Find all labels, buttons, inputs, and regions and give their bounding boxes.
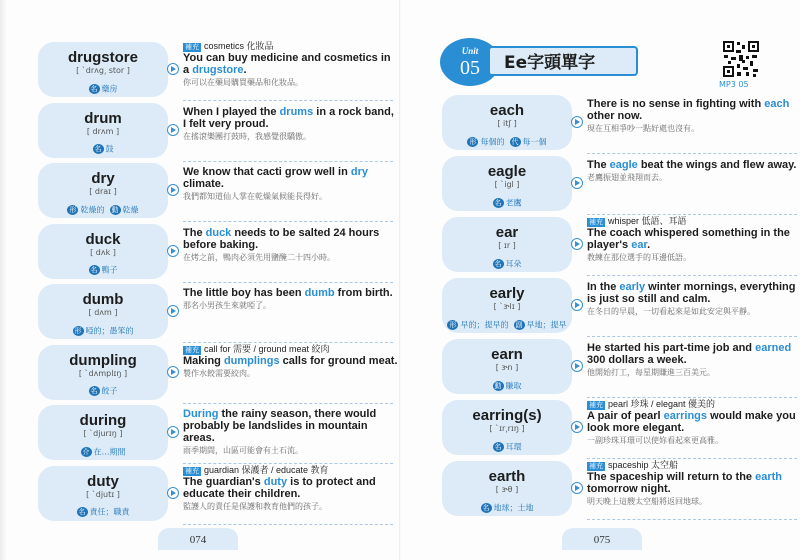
divider <box>183 403 393 404</box>
pos-meaning: 地球；土地 <box>493 503 534 512</box>
supplement-tag: 補充 <box>589 219 603 226</box>
pos-meaning: 餃子 <box>101 386 118 396</box>
part-of-speech <box>110 205 139 216</box>
play-arrow-icon[interactable] <box>571 177 583 189</box>
example-sentence <box>183 355 398 367</box>
part-of-speech-list <box>38 500 168 519</box>
phonetic: [ `ɪr͵rɪŋ ] <box>489 424 525 433</box>
sentence-part: calls for ground meat. <box>279 354 398 367</box>
part-of-speech-list <box>442 495 572 514</box>
example-sentence <box>183 106 398 130</box>
pos-tag: 名 <box>90 266 98 274</box>
phonetic: [ dʌm ] <box>88 308 118 317</box>
divider <box>587 519 797 520</box>
word-card <box>442 339 572 394</box>
supplement-tag: 補充 <box>185 44 199 51</box>
word-card <box>442 278 572 333</box>
audio-track-label: MP3 05 <box>719 80 749 89</box>
pos-meaning: 每一個 <box>522 137 547 146</box>
pos-tag: 形 <box>69 205 77 214</box>
sentence-part: needs to be salted 24 hours before baking. <box>183 226 380 251</box>
sentence-part: A pair of pearl <box>587 410 664 422</box>
phonetic: [ `drʌg͵ stor ] <box>76 66 130 75</box>
divider <box>183 161 393 162</box>
highlighted-word: each <box>764 98 790 110</box>
phonetic: [ `djurɪŋ ] <box>83 429 123 438</box>
part-of-speech-list <box>38 197 168 216</box>
sentence-translation: 在烤之前，鴨肉必須先用鹽醃二十四小時。 <box>183 252 335 262</box>
pos-meaning: 鼓 <box>105 144 114 154</box>
part-of-speech <box>67 205 104 216</box>
headword: duty <box>87 472 119 490</box>
divider <box>587 153 797 154</box>
part-of-speech <box>493 381 522 392</box>
example-block <box>183 106 398 142</box>
pos-meaning: 乾燥 <box>122 205 139 214</box>
word-card <box>442 461 572 516</box>
unit-title: Ee字頭單字 <box>488 46 638 76</box>
word-card <box>38 284 168 339</box>
highlighted-word: earned <box>755 342 792 354</box>
highlighted-word: dumb <box>304 287 335 299</box>
example-block <box>587 399 800 446</box>
part-of-speech <box>89 386 118 397</box>
sentence-part: When I played the <box>183 105 280 118</box>
phonetic: [ draɪ ] <box>89 187 117 196</box>
part-of-speech <box>514 320 567 331</box>
highlighted-word: duty <box>263 475 288 488</box>
supplement-text: call for 需要 / ground meat 絞肉 <box>204 343 330 354</box>
pos-meaning: 乾燥的 <box>80 205 105 214</box>
sentence-part: winter mornings, everything is just so still and calm. <box>587 281 796 305</box>
supplement-text: cosmetics 化妝品 <box>204 41 274 51</box>
supplement-tag: 補充 <box>185 467 199 475</box>
play-arrow-icon[interactable] <box>167 245 179 257</box>
pos-tag: 名 <box>94 145 102 153</box>
highlighted-word: drugstore <box>192 64 244 76</box>
phonetic: [ ɝn ] <box>495 363 519 372</box>
headword: drugstore <box>67 49 138 66</box>
sentence-part: He started his part-time job and <box>587 342 756 354</box>
pos-tag: 名 <box>494 442 502 451</box>
supplement-note <box>587 216 800 227</box>
sentence-translation: 那名小男孩生來就啞了。 <box>183 301 271 310</box>
part-of-speech <box>447 320 508 331</box>
pos-meaning: 賺取 <box>505 381 522 390</box>
pos-tag: 形 <box>449 320 457 329</box>
play-arrow-icon[interactable] <box>167 305 179 317</box>
headword: earring(s) <box>472 407 542 424</box>
sentence-part: We know that cacti grow well in <box>183 166 351 178</box>
word-card <box>38 466 168 521</box>
sentence-translation: 他開始打工，每星期賺進三百美元。 <box>587 368 715 377</box>
highlighted-word: earrings <box>663 410 708 422</box>
pos-tag: 形 <box>469 137 477 146</box>
highlighted-word: earth <box>755 471 782 483</box>
word-card <box>38 103 168 158</box>
play-arrow-icon[interactable] <box>167 63 179 75</box>
part-of-speech-list <box>38 137 168 156</box>
supplement-text: whisper 低語、耳語 <box>608 216 687 226</box>
sentence-translation: 你可以在藥局購買藥品和化妝品。 <box>183 78 303 87</box>
play-arrow-icon[interactable] <box>571 116 583 128</box>
example-sentence <box>183 287 398 299</box>
example-sentence <box>587 281 800 305</box>
pos-meaning: 藥房 <box>101 84 118 93</box>
word-card <box>38 345 168 400</box>
play-arrow-icon[interactable] <box>167 426 179 438</box>
example-block <box>183 41 398 88</box>
sentence-translation: 老鷹振翅並飛翔而去。 <box>587 173 667 182</box>
sentence-translation: 雨季期間，山區可能會有土石流。 <box>183 446 303 455</box>
example-sentence <box>183 408 398 444</box>
example-sentence <box>183 166 398 190</box>
part-of-speech <box>81 447 126 458</box>
part-of-speech-list <box>38 439 168 458</box>
sentence-translation: 我們都知道仙人掌在乾燥氣候能長得好。 <box>183 192 327 201</box>
pos-tag: 動 <box>111 205 119 214</box>
sentence-part: There is no sense in fighting with <box>587 98 765 110</box>
part-of-speech <box>493 198 522 209</box>
sentence-part: climate. <box>183 178 224 190</box>
pos-tag: 副 <box>515 320 523 329</box>
phonetic: [ `djutɪ ] <box>86 489 120 499</box>
example-block <box>587 281 800 317</box>
sentence-translation: 製作水餃需要絞肉。 <box>183 368 255 378</box>
divider <box>183 282 393 283</box>
sentence-part: The <box>587 159 610 171</box>
divider <box>587 275 797 276</box>
supplement-note <box>183 465 398 476</box>
play-arrow-icon[interactable] <box>571 299 583 311</box>
supplement-tag: 補充 <box>589 402 603 409</box>
part-of-speech-list <box>38 379 168 398</box>
sentence-part: The <box>183 226 206 239</box>
part-of-speech-list <box>442 373 572 392</box>
example-sentence <box>183 476 398 500</box>
sentence-part: other now. <box>587 110 643 122</box>
word-card <box>442 156 572 211</box>
pos-meaning: 耳朵 <box>505 259 522 268</box>
headword: dumpling <box>69 351 137 369</box>
supplement-note <box>183 41 398 52</box>
sentence-part: The little boy has been <box>183 287 305 299</box>
highlighted-word: dumplings <box>223 354 280 367</box>
headword: during <box>79 412 127 429</box>
supplement-note <box>587 399 800 410</box>
pos-tag: 動 <box>494 381 502 390</box>
play-arrow-icon[interactable] <box>167 487 179 499</box>
sentence-part: The coach whispered something in the player's <box>587 227 790 251</box>
page-number: 074 <box>158 528 238 550</box>
play-arrow-icon[interactable] <box>571 360 583 372</box>
highlighted-word: dry <box>350 166 369 178</box>
pos-meaning: 在…期間 <box>93 447 126 456</box>
example-block <box>183 408 398 456</box>
sentence-translation: 現在互相爭吵一點好處也沒有。 <box>587 124 699 133</box>
phonetic: [ `igl ] <box>494 180 520 189</box>
headword: earth <box>488 468 526 485</box>
part-of-speech <box>481 503 534 514</box>
example-block <box>587 159 800 183</box>
sentence-part: would make you look more elegant. <box>587 410 796 434</box>
sentence-part: . <box>647 239 651 251</box>
sentence-part: tomorrow night. <box>587 483 671 495</box>
supplement-tag: 補充 <box>185 346 199 354</box>
example-sentence <box>587 471 800 495</box>
divider <box>587 458 797 459</box>
sentence-part: the rainy season, there would probably be landslides in mountain areas. <box>183 408 377 444</box>
word-card <box>38 224 168 279</box>
highlighted-word: drums <box>279 105 314 118</box>
part-of-speech <box>510 137 547 148</box>
phonetic: [ drʌm ] <box>86 126 120 136</box>
phonetic: [ ɝθ ] <box>495 485 519 494</box>
highlighted-word: eagle <box>609 159 638 171</box>
part-of-speech <box>467 137 504 148</box>
example-sentence <box>587 98 800 122</box>
headword: ear <box>495 224 519 241</box>
headword: duck <box>85 230 121 248</box>
sentence-translation: 教練在那位選手的耳邊低語。 <box>587 253 691 262</box>
example-block <box>587 216 800 263</box>
part-of-speech-list <box>442 251 572 270</box>
pos-tag: 名 <box>90 84 98 93</box>
word-card <box>38 163 168 218</box>
pos-meaning: 早的；提早的 <box>460 320 509 329</box>
sentence-part: beat the wings and flew away. <box>637 159 797 171</box>
part-of-speech <box>89 84 118 95</box>
divider <box>587 214 797 215</box>
pos-tag: 名 <box>482 503 490 512</box>
example-sentence <box>587 410 800 434</box>
supplement-note <box>587 460 800 471</box>
part-of-speech-list <box>442 190 572 209</box>
highlighted-word: duck <box>205 226 232 239</box>
divider <box>183 524 393 525</box>
pos-tag: 介 <box>82 447 90 456</box>
pos-tag: 名 <box>78 508 86 516</box>
example-sentence <box>183 227 398 251</box>
example-block <box>587 98 800 134</box>
example-block <box>587 342 800 378</box>
part-of-speech <box>89 265 118 276</box>
sentence-translation: 在冬日的早晨，一切看起來是如此安定與平靜。 <box>587 307 755 316</box>
divider <box>183 221 393 222</box>
example-sentence <box>587 227 800 251</box>
part-of-speech-list <box>38 318 168 337</box>
word-card <box>442 95 572 150</box>
qr-code-icon[interactable] <box>722 40 760 78</box>
sentence-part: Making <box>183 354 224 367</box>
right-page <box>400 0 800 560</box>
example-block <box>183 166 398 202</box>
unit-label: Unit <box>461 46 479 56</box>
supplement-text: guardian 保護者 / educate 教育 <box>204 464 329 475</box>
sentence-translation: 一副珍珠耳環可以使妳看起來更高雅。 <box>587 436 723 445</box>
headword: each <box>489 102 525 119</box>
highlighted-word: During <box>183 408 219 420</box>
pos-meaning: 啞的；愚笨的 <box>85 326 134 335</box>
word-card <box>38 42 168 97</box>
part-of-speech <box>493 259 522 270</box>
phonetic: [ `dʌmplɪŋ ] <box>78 368 128 378</box>
headword: dumb <box>82 291 124 308</box>
sentence-part: from birth. <box>334 287 393 299</box>
pos-tag: 名 <box>90 387 98 395</box>
supplement-note <box>183 344 398 355</box>
sentence-part: The guardian's <box>183 475 264 488</box>
example-sentence <box>183 52 398 76</box>
supplement-text: spaceship 太空船 <box>608 460 679 470</box>
divider <box>183 100 393 101</box>
pos-meaning: 每個的 <box>480 137 505 146</box>
play-arrow-icon[interactable] <box>167 124 179 136</box>
part-of-speech <box>77 507 130 518</box>
pos-meaning: 耳環 <box>505 442 522 451</box>
pos-tag: 名 <box>494 198 502 207</box>
headword: dry <box>91 170 115 187</box>
example-block <box>587 460 800 507</box>
part-of-speech-list <box>442 312 572 331</box>
highlighted-word: ear <box>631 239 648 251</box>
word-card <box>38 405 168 460</box>
part-of-speech <box>73 326 134 337</box>
play-arrow-icon[interactable] <box>571 238 583 250</box>
pos-meaning: 責任；職責 <box>89 507 130 517</box>
example-block <box>183 227 398 263</box>
headword: early <box>489 285 525 302</box>
supplement-text: pearl 珍珠 / elegant 優美的 <box>608 399 716 409</box>
sentence-part: The spaceship will return to the <box>587 471 756 483</box>
pos-meaning: 早地；提早 <box>526 320 567 329</box>
play-arrow-icon[interactable] <box>571 421 583 433</box>
sentence-part: You can buy medicine and cosmetics in a <box>183 52 391 76</box>
sentence-translation: 監護人的責任是保護和教育他們的孩子。 <box>183 501 327 511</box>
word-card <box>442 217 572 272</box>
pos-tag: 形 <box>74 326 82 335</box>
example-block <box>183 344 398 379</box>
part-of-speech-list <box>38 258 168 277</box>
sentence-translation: 明天晚上這艘太空船將返回地球。 <box>587 497 707 506</box>
phonetic: [ ɪr ] <box>498 241 516 250</box>
sentence-part: . <box>243 64 247 76</box>
part-of-speech-list <box>38 76 168 95</box>
part-of-speech <box>93 144 114 155</box>
pos-meaning: 老鷹 <box>505 198 522 207</box>
pos-tag: 代 <box>511 137 519 146</box>
supplement-tag: 補充 <box>589 463 603 470</box>
sentence-part: In the <box>587 281 620 293</box>
sentence-part: in a rock band, I felt very proud. <box>183 105 394 130</box>
phonetic: [ dʌk ] <box>90 247 116 257</box>
example-block <box>183 465 398 512</box>
example-block <box>183 287 398 311</box>
play-arrow-icon[interactable] <box>167 366 179 378</box>
play-arrow-icon[interactable] <box>167 184 179 196</box>
example-sentence <box>587 342 800 366</box>
divider <box>587 397 797 398</box>
sentence-translation: 在搖滾樂團打鼓時，我感覺很驕傲。 <box>183 131 311 141</box>
word-card <box>442 400 572 455</box>
sentence-part: 300 dollars a week. <box>587 354 687 366</box>
play-arrow-icon[interactable] <box>571 482 583 494</box>
page-number: 075 <box>562 528 642 550</box>
pos-meaning: 鴨子 <box>101 265 118 275</box>
part-of-speech <box>493 442 522 453</box>
unit-number: 05 <box>460 57 480 79</box>
example-sentence <box>587 159 800 171</box>
part-of-speech-list <box>442 434 572 453</box>
headword: eagle <box>487 163 527 180</box>
highlighted-word: early <box>619 281 646 293</box>
headword: earn <box>491 346 523 363</box>
part-of-speech-list <box>442 129 572 148</box>
divider <box>587 336 797 337</box>
phonetic: [ itʃ ] <box>497 119 517 128</box>
headword: drum <box>84 109 122 127</box>
pos-tag: 名 <box>494 259 502 268</box>
phonetic: [ `ɝlɪ ] <box>493 302 521 311</box>
sentence-part: is to protect and educate their children. <box>183 475 376 500</box>
